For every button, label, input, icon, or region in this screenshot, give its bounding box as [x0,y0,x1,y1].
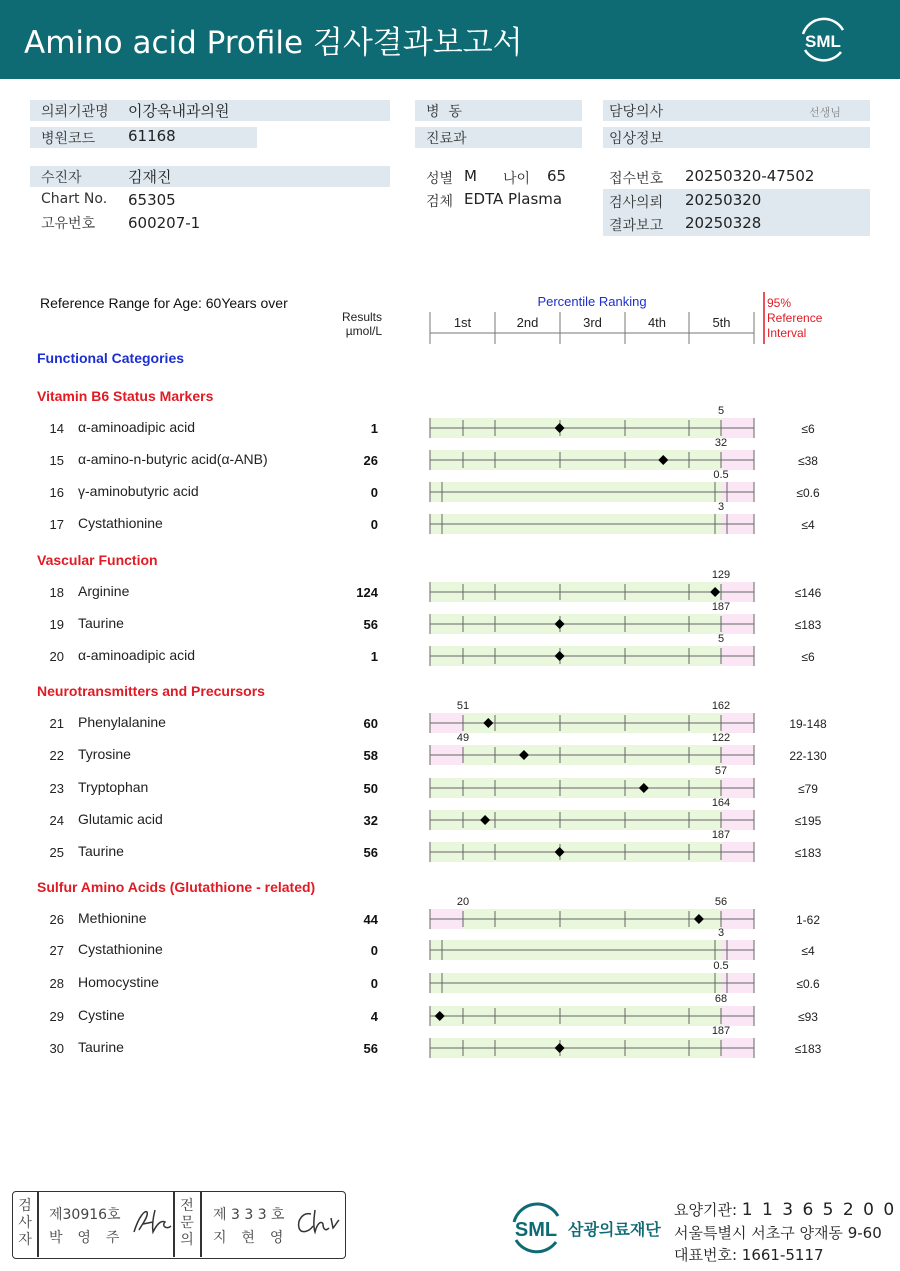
row-number: 20 [49,649,64,664]
signature-box [12,1191,346,1259]
sign-divider [173,1192,175,1257]
upper-boundary-label: 162 [711,700,731,712]
care-number [674,1199,896,1220]
age-label: 나이 [503,171,531,187]
analyte-name: Phenylalanine [78,714,166,730]
phone [674,1244,824,1265]
category-heading: Sulfur Amino Acids (Glutathione - related) [37,879,316,895]
lower-boundary-label: 20 [456,896,470,908]
sex-value: M [464,167,477,185]
row-number: 26 [49,912,64,927]
analyte-name: Taurine [78,843,124,859]
clinical-label: 임상정보 [609,131,664,147]
reference-interval: 22-130 [789,749,827,763]
reference-interval: 1-62 [795,913,821,927]
doctor-label: 담당의사 [609,104,664,120]
analyte-name: Cystathionine [78,941,163,957]
reference-interval: ≤79 [798,782,818,796]
report-title: Amino acid Profile 검사결과보고서 [24,25,523,61]
result-value: 56 [363,1041,378,1056]
upper-boundary-label: 57 [714,765,728,777]
results-label: Results [341,310,382,324]
row-number: 24 [49,813,64,828]
upper-boundary-label: 187 [711,601,731,613]
row-number: 29 [49,1009,64,1024]
analyte-name: α-amino-n-butyric acid(α-ANB) [78,451,268,467]
chart-label: Chart No. [41,191,108,207]
quintile-label: 3rd [583,315,602,330]
row-number: 19 [49,617,64,632]
code-value: 61168 [128,127,176,145]
result-value: 26 [363,453,378,468]
analyte-name: Cystathionine [78,515,163,531]
upper-boundary-label: 3 [717,501,725,513]
reference-interval: ≤183 [794,846,822,860]
row-number: 14 [49,421,64,436]
inspector-char: 검 [18,1198,32,1214]
reference-interval: ≤183 [794,618,822,632]
result-value: 0 [370,943,378,958]
analyte-name: Tryptophan [78,779,149,795]
specialist-char: 문 [180,1215,194,1231]
row-number: 23 [49,781,64,796]
functional-categories-heading: Functional Categories [37,350,185,366]
row-number: 30 [49,1041,64,1056]
analyte-name: Tyrosine [78,746,131,762]
reference-range-title: Reference Range for Age: 60Years over [40,295,288,311]
upper-boundary-label: 5 [717,633,725,645]
category-heading: Neurotransmitters and Precursors [37,683,265,699]
doctor-suffix: 선생님 [809,106,841,119]
upper-boundary-label: 0.5 [713,469,729,481]
reference-interval: ≤6 [801,422,815,436]
sign-divider [37,1192,39,1257]
result-value: 0 [370,517,378,532]
uid-label: 고유번호 [41,216,96,232]
reference-interval: ≤0.6 [796,977,820,991]
org-logo-text: SML [514,1219,558,1241]
reference-interval: ≤146 [794,586,822,600]
result-value: 4 [370,1009,378,1024]
phone-label: 대표번호: [674,1246,738,1264]
dept-label: 진료과 [426,131,467,147]
care-number-value: 1 1 3 6 5 2 0 0 [741,1200,897,1220]
inspector-signature-icon [131,1206,173,1238]
row-number: 21 [49,716,64,731]
reference-interval: ≤4 [801,944,815,958]
sign-divider [200,1192,202,1257]
row-number: 18 [49,585,64,600]
specialist-name: 지 현 영 [213,1230,286,1246]
analyte-name: Homocystine [78,974,159,990]
analyte-name: Methionine [78,910,147,926]
reference-interval: 19-148 [789,717,827,731]
upper-boundary-label: 122 [711,732,731,744]
analyte-name: Taurine [78,1039,124,1055]
result-value: 56 [363,617,378,632]
specimen-label: 검체 [426,194,454,210]
care-number-label: 요양기관: [674,1201,738,1219]
request-label: 검사의뢰 [609,195,664,211]
uid-value: 600207-1 [128,214,201,232]
upper-boundary-label: 3 [717,927,725,939]
reference-interval: ≤4 [801,518,815,532]
inspector-name: 박 영 주 [49,1230,122,1246]
quintile-label: 1st [453,315,472,330]
analyte-name: Arginine [78,583,130,599]
receipt-value: 20250320-47502 [685,167,815,185]
result-value: 56 [363,845,378,860]
analyte-name: Taurine [78,615,124,631]
reference-interval: ≤38 [798,454,818,468]
category-heading: Vitamin B6 Status Markers [37,388,214,404]
ref-interval-line-2: Reference [767,311,823,325]
result-value: 44 [363,912,378,927]
specialist-number: 제 3 3 3 호 [213,1207,285,1223]
ward-label: 병 동 [426,104,462,120]
result-value: 50 [363,781,378,796]
analyte-name: Glutamic acid [78,811,163,827]
upper-boundary-label: 56 [714,896,728,908]
inst-label: 의뢰기관명 [41,104,109,120]
inspector-char: 사 [18,1215,32,1231]
chart-value: 65305 [128,191,176,209]
age-value: 65 [547,167,567,185]
logo-text: SML [805,32,841,51]
reference-interval: ≤183 [794,1042,822,1056]
reference-interval: ≤0.6 [796,486,820,500]
analyte-name: γ-aminobutyric acid [78,483,199,499]
inspector-number: 제30916호 [49,1207,121,1223]
percentile-title: Percentile Ranking [537,294,647,309]
result-value: 0 [370,976,378,991]
row-number: 28 [49,976,64,991]
phone-value: 1661-5117 [741,1246,824,1264]
specialist-signature-icon [295,1206,341,1238]
code-label: 병원코드 [41,131,96,147]
sex-label: 성별 [426,171,454,187]
analyte-name: Cystine [78,1007,125,1023]
result-value: 58 [363,748,378,763]
upper-boundary-label: 187 [711,829,731,841]
specialist-char: 의 [180,1232,194,1248]
patient-label: 수진자 [41,170,82,186]
upper-boundary-label: 129 [711,569,731,581]
result-value: 124 [356,585,378,600]
ref-interval-line-1: 95% [767,296,792,310]
result-value: 0 [370,485,378,500]
upper-boundary-label: 187 [711,1025,731,1037]
analyte-name: α-aminoadipic acid [78,647,196,663]
upper-boundary-label: 164 [711,797,731,809]
specimen-value: EDTA Plasma [464,190,563,208]
upper-boundary-label: 68 [714,993,728,1005]
inst-value: 이강욱내과의원 [128,102,230,120]
result-value: 1 [370,421,378,436]
lower-boundary-label: 51 [456,700,470,712]
lower-boundary-label: 49 [456,732,470,744]
reference-interval: ≤195 [794,814,822,828]
receipt-label: 접수번호 [609,171,664,187]
result-value: 32 [363,813,378,828]
row-number: 22 [49,748,64,763]
unit-label: µmol/L [345,324,382,338]
row-number: 17 [49,517,64,532]
report-label: 결과보고 [609,218,664,234]
analyte-name: α-aminoadipic acid [78,419,196,435]
org-name: 삼광의료재단 [568,1220,661,1239]
inspector-char: 자 [18,1232,32,1248]
upper-boundary-label: 5 [717,405,725,417]
row-number: 25 [49,845,64,860]
reference-interval: ≤93 [798,1010,818,1024]
specialist-char: 전 [180,1198,194,1214]
result-value: 1 [370,649,378,664]
row-number: 16 [49,485,64,500]
quintile-label: 4th [647,315,667,330]
quintile-label: 5th [712,315,731,330]
report-value: 20250328 [685,214,762,232]
reference-interval: ≤6 [801,650,815,664]
request-value: 20250320 [685,191,762,209]
org-logo-icon [508,1200,678,1256]
ref-interval-line-3: Interval [767,326,807,340]
upper-boundary-label: 0.5 [713,960,729,972]
upper-boundary-label: 32 [714,437,728,449]
patient-value: 김재진 [128,168,172,186]
row-number: 15 [49,453,64,468]
category-heading: Vascular Function [37,552,158,568]
result-value: 60 [363,716,378,731]
row-number: 27 [49,943,64,958]
quintile-label: 2nd [516,315,539,330]
address: 서울특별시 서초구 양재동 9-60 [674,1224,882,1242]
